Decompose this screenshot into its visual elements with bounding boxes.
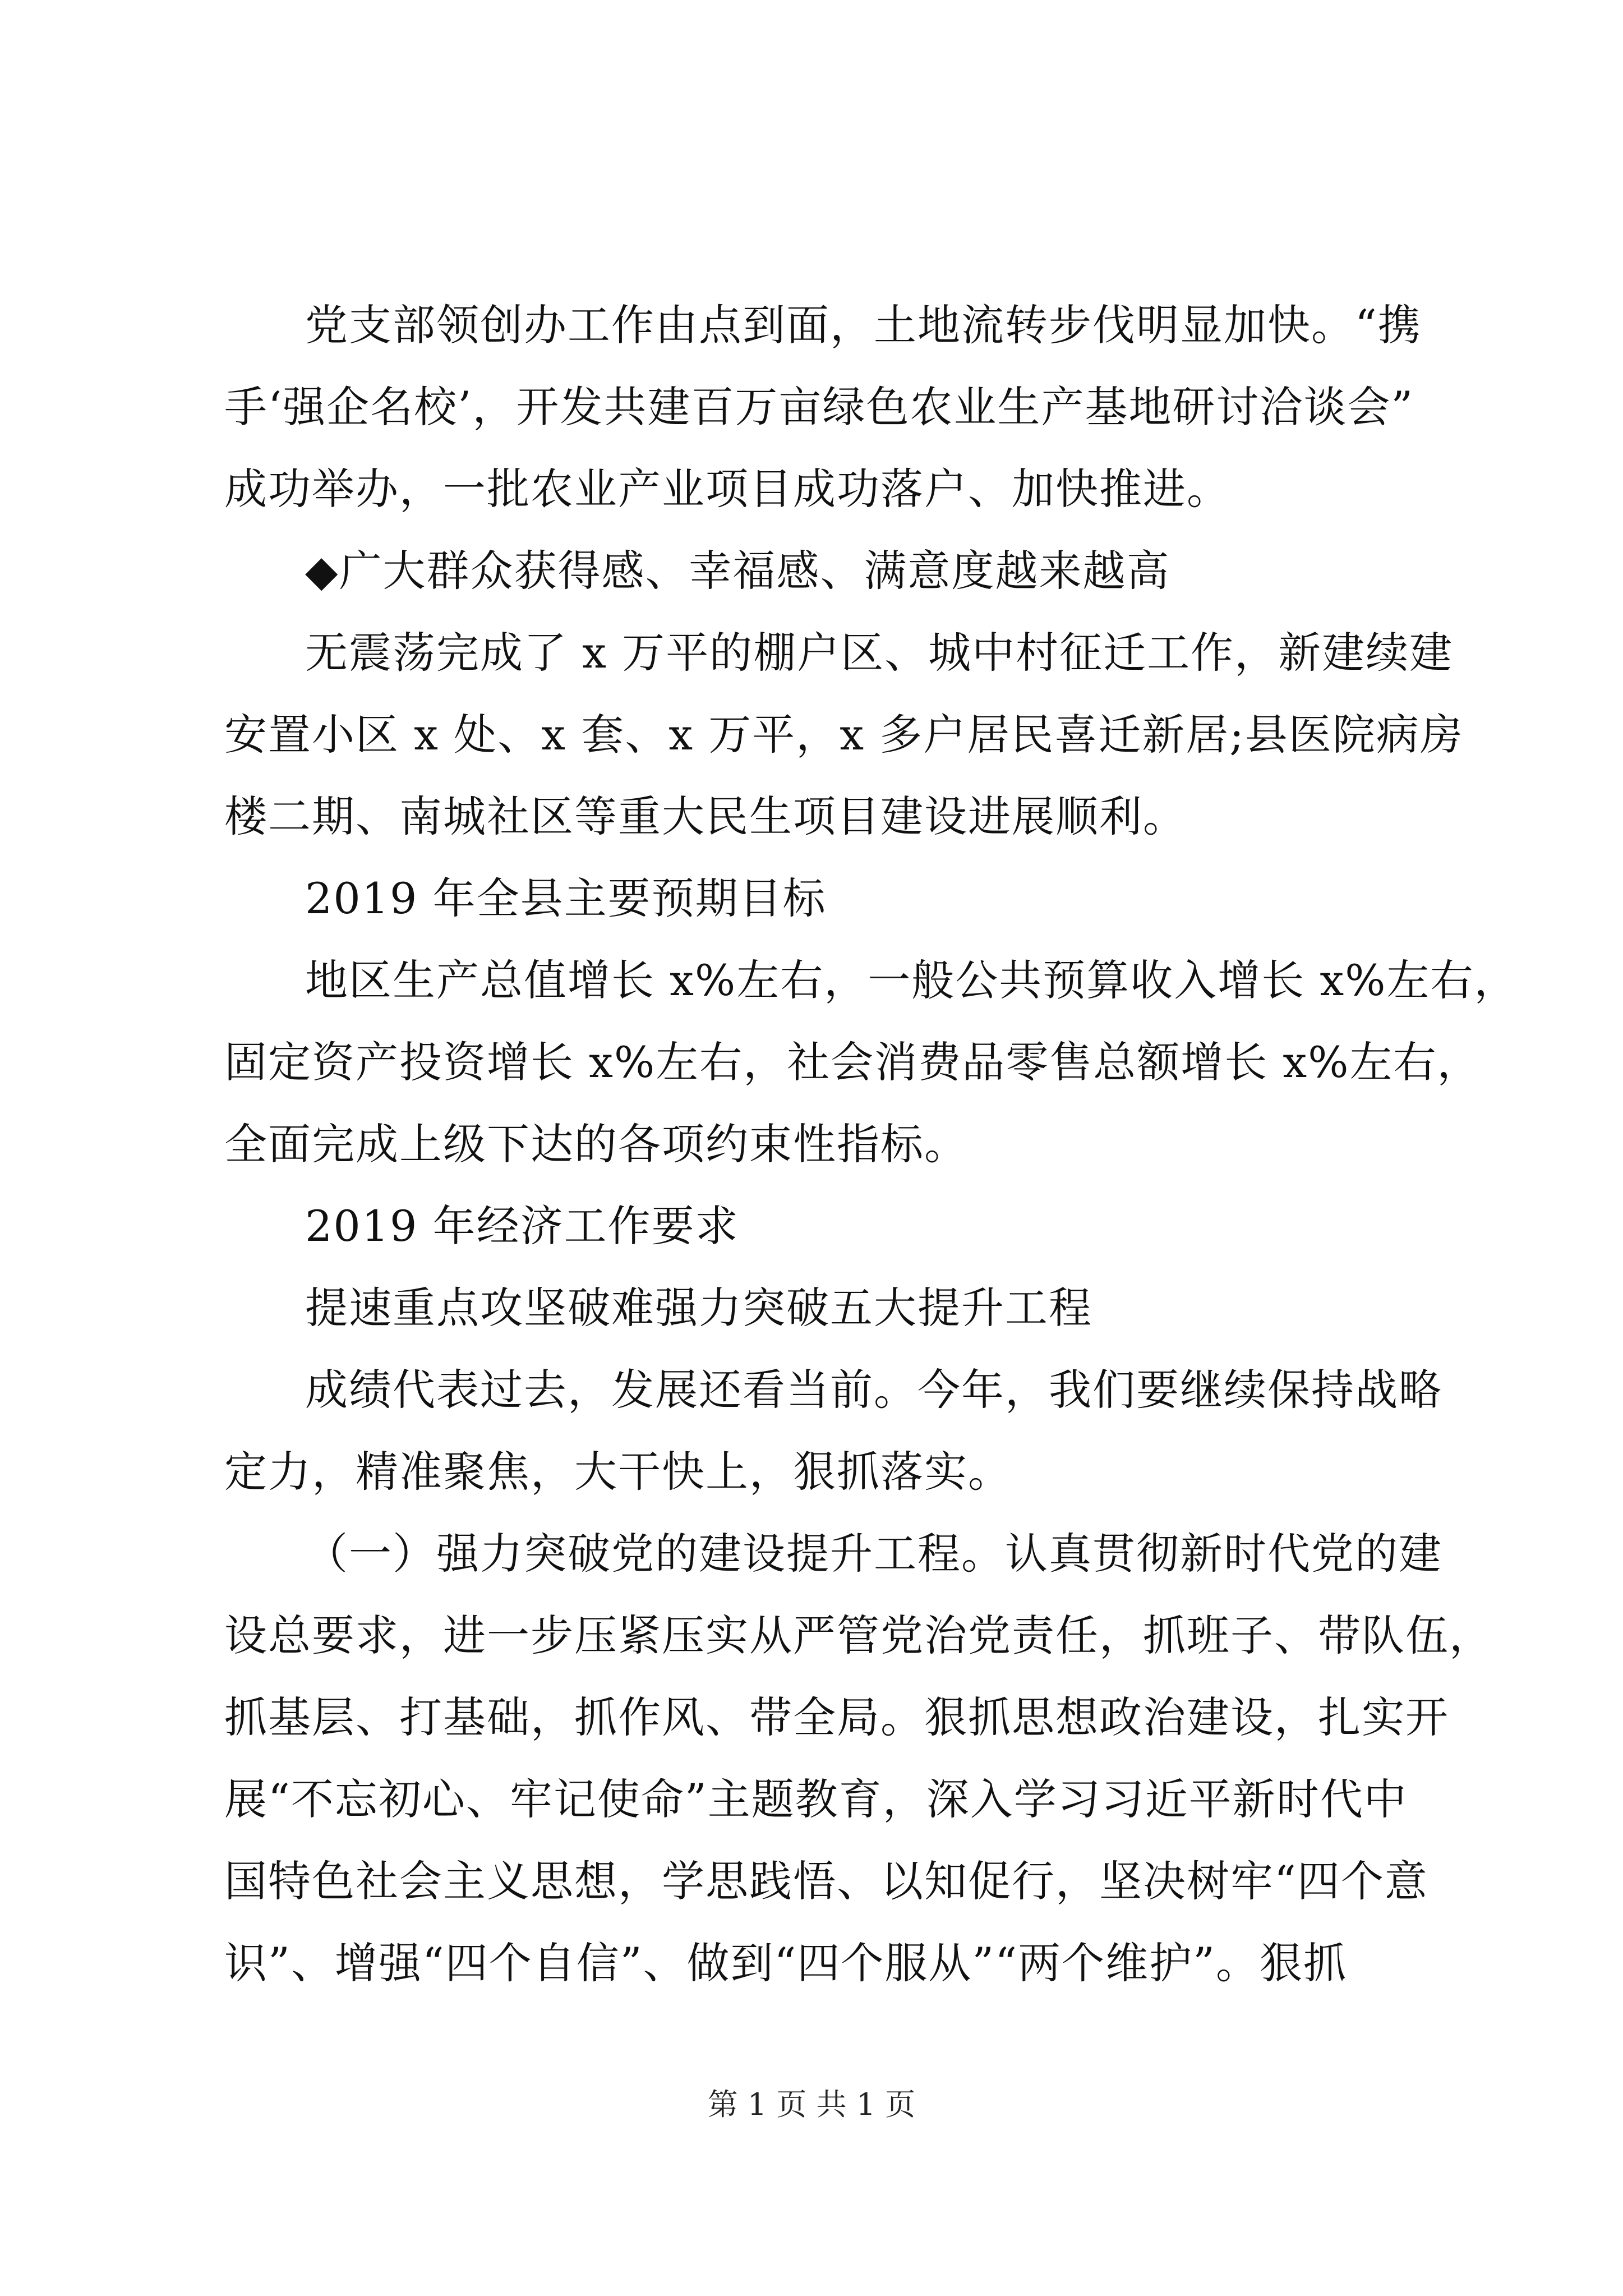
text-line: 固定资产投资增长 x%左右，社会消费品零售总额增长 x%左右， <box>224 1037 1481 1087</box>
section-heading: 2019 年经济工作要求 <box>305 1201 739 1251</box>
text-line: 抓基层、打基础，抓作风、带全局。狠抓思想政治建设，扎实开 <box>224 1692 1449 1742</box>
section-heading: 2019 年全县主要预期目标 <box>305 873 827 923</box>
text-line: 安置小区 x 处、x 套、x 万平，x 多户居民喜迁新居;县医院病房 <box>224 710 1464 760</box>
text-line: 手‘强企名校’，开发共建百万亩绿色农业生产基地研讨洽谈会” <box>224 382 1414 432</box>
text-line: 识”、增强“四个自信”、做到“四个服从”“两个维护”。狠抓 <box>224 1938 1347 1988</box>
section-heading: ◆广大群众获得感、幸福感、满意度越来越高 <box>305 546 1170 596</box>
text-line: 设总要求，进一步压紧压实从严管党治党责任，抓班子、带队伍， <box>224 1611 1493 1660</box>
text-line: 成绩代表过去，发展还看当前。今年，我们要继续保持战略 <box>305 1365 1442 1415</box>
text-line: 国特色社会主义思想，学思践悟、以知促行，坚决树牢“四个意 <box>224 1856 1428 1906</box>
page-footer: 第 1 页 共 1 页 <box>707 2087 916 2122</box>
text-line: 定力，精准聚焦，大干快上，狠抓落实。 <box>224 1447 1012 1497</box>
text-line: 楼二期、南城社区等重大民生项目建设进展顺利。 <box>224 792 1187 841</box>
text-line: 展“不忘初心、牢记使命”主题教育，深入学习习近平新时代中 <box>224 1774 1408 1824</box>
text-line: 全面完成上级下达的各项约束性指标。 <box>224 1119 968 1169</box>
text-line: 成功举办，一批农业产业项目成功落户、加快推进。 <box>224 464 1230 514</box>
text-line: （一）强力突破党的建设提升工程。认真贯彻新时代党的建 <box>305 1529 1442 1579</box>
text-line: 党支部领创办工作由点到面，土地流转步伐明显加快。“携 <box>305 300 1422 350</box>
text-line: 无震荡完成了 x 万平的棚户区、城中村征迁工作，新建续建 <box>305 628 1454 678</box>
section-heading: 提速重点攻坚破难强力突破五大提升工程 <box>305 1283 1092 1333</box>
text-line: 地区生产总值增长 x%左右，一般公共预算收入增长 x%左右， <box>305 955 1518 1005</box>
